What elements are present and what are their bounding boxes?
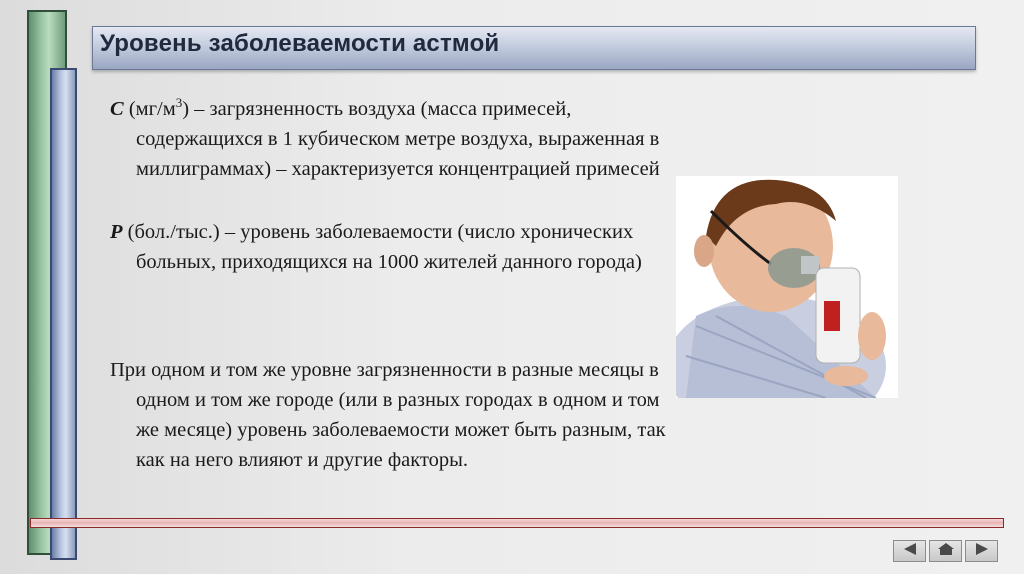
home-button[interactable] — [929, 540, 962, 562]
home-icon — [937, 542, 955, 561]
definition-c — [110, 88, 691, 184]
note-paragraph: При одном и том же уровне загрязненности в разные месяцы в одном и том же городе (или в разных городах в одном и том же месяце) уровень заболеваемости может быть разным, так как на него влияют и другие факторы. — [110, 359, 666, 471]
child-inhaler-photo — [676, 176, 898, 398]
slide-title: Уровень заболеваемости астмой — [100, 30, 500, 57]
definition-c-symbol: C — [110, 97, 124, 120]
arrow-left-icon — [902, 542, 918, 561]
footer-divider — [30, 518, 1004, 528]
definition-p-text: (бол./тыс.) – уровень заболеваемости (число хронических больных, приходящихся на 1000 жителей данного города) — [122, 221, 642, 273]
prev-slide-button[interactable] — [893, 540, 926, 562]
definition-p-symbol: P — [110, 221, 123, 243]
definition-c-unit-exponent: 3 — [175, 95, 183, 110]
next-slide-button[interactable] — [965, 540, 998, 562]
definition-c-text: ) – загрязненность воздуха (масса примесей, содержащихся в 1 кубическом метре воздуха, выраженная в миллиграммах) – характеризуется концентрацией примесей — [136, 97, 660, 180]
decorative-blue-bar — [50, 68, 77, 560]
definition-c-unit: (мг/м — [123, 97, 176, 120]
arrow-right-icon — [974, 542, 990, 561]
definition-p — [110, 217, 691, 277]
